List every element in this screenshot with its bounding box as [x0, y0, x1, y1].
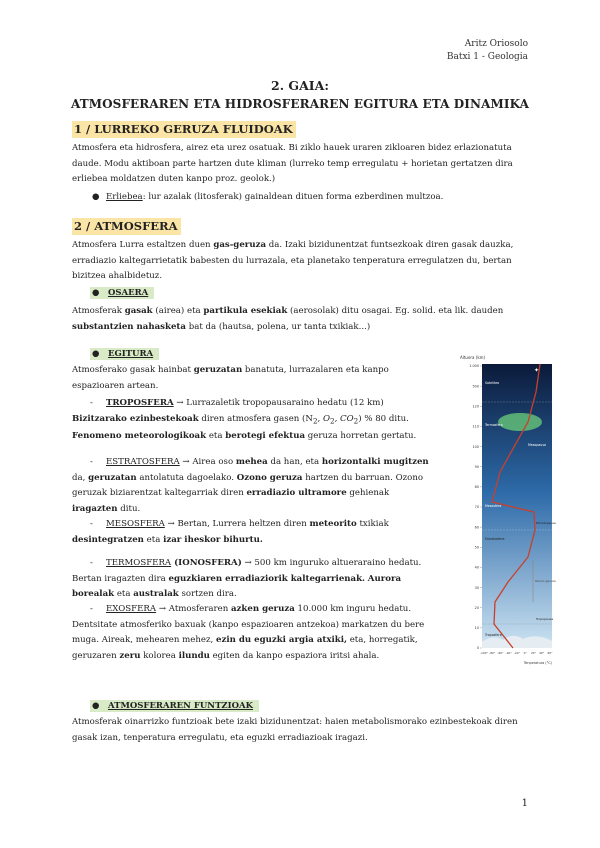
text-run: Atmosferako gasak hainbat [72, 365, 194, 375]
y-axis-title: Altuera (km) [460, 355, 486, 360]
y-tick-label: 60 [474, 525, 479, 530]
text-run-bold: (IONOSFERA) [171, 558, 242, 568]
erliebea-definition: : lur azalak (litosferak) gainaldean dituen forma ezberdinen multzoa. [142, 192, 444, 202]
x-tick-label: -40° [505, 651, 512, 655]
text-run: sortzen dira. [178, 589, 237, 599]
funtzioak-subheading [90, 700, 259, 712]
label-tropopausa: Tropopausa [536, 617, 554, 621]
bullet-dot: ● [92, 349, 100, 359]
text-run-bold: geruzatan [88, 472, 137, 483]
x-tick-label: 60° [547, 651, 553, 655]
main-title: ATMOSFERAREN ETA HIDROSFERAREN EGITURA ETA DINAMIKA [70, 97, 530, 111]
text-run: → Bertan, Lurrera heltzen diren [164, 519, 310, 529]
text-run: eta [143, 534, 164, 545]
label-estratopausa: Estratopausa [536, 521, 556, 525]
atmosphere-layers-figure [458, 352, 558, 670]
text-run-bold: Bizitzarako ezinbestekoak [72, 413, 199, 424]
text-run: , O [317, 413, 331, 424]
chapter-title: 2. GAIA: [271, 78, 329, 93]
dash: - [90, 558, 93, 568]
mesosfera-name: MESOSFERA [106, 519, 165, 529]
text-run: eta [114, 589, 134, 599]
page-number: 1 [521, 798, 528, 809]
clouds-graphic [482, 636, 552, 648]
text-run-bold: substantzien nahasketa [72, 321, 186, 332]
y-tick-label: 100 [472, 444, 479, 449]
text-run: egiten da kanpo espaziora iritsi ahala. [209, 650, 380, 661]
label-mesopausa: Mesopausa [528, 443, 546, 447]
header-author: Aritz Oriosolo [464, 39, 528, 49]
text-run-bold: Ozono geruza [236, 472, 303, 483]
text-run: eta, horregatik, geruzaren [72, 635, 418, 661]
x-tick-label: -60° [497, 651, 504, 655]
text-run: → Atmosferaren [156, 604, 231, 614]
text-run: bat da (hautsa, polena, ur tanta txikiak...) [185, 321, 371, 332]
text-run-bold: berotegi efektua [225, 430, 306, 441]
text-run: (aerosolak) ditu osagai. Eg. solid. eta lik. dauden [287, 306, 504, 316]
section2-paragraph [72, 238, 528, 285]
x-tick-label: 20° [531, 651, 536, 655]
text-run: da, [72, 472, 89, 483]
termosfera-name: TERMOSFERA [106, 558, 172, 568]
text-run: 10.000 km inguru hedatu. Dentsitate atmosferiko baxuak (kanpo espazioaren antzekoa) markatzen du bere muga. Aireak, mehearen mehez, [72, 604, 425, 645]
y-tick-label: 50 [474, 545, 479, 550]
text-run-bold: eguzkiaren erradiaziorik kaltegarrienak. [168, 573, 366, 584]
x-axis-title: Tenperatura (°C) [523, 661, 552, 665]
dash: - [90, 457, 93, 467]
subscript: 2 [312, 416, 318, 426]
y-tick-label: 20 [474, 605, 479, 610]
x-tick-label: -80° [489, 651, 496, 655]
y-tick-label: 110 [472, 424, 479, 429]
label-troposfera: Troposfera [485, 633, 502, 637]
y-tick-label: 80 [474, 485, 479, 490]
y-tick-label: 500 [472, 384, 479, 389]
funtzioak-label: ATMOSFERAREN FUNTZIOAK [108, 701, 253, 711]
text-run-bold: izar iheskor bihurtu. [163, 534, 263, 545]
troposfera-block [72, 396, 432, 444]
text-run: txikiak [356, 519, 389, 529]
text-run-bold: mehea [235, 457, 268, 467]
troposfera-name: TROPOSFERA [106, 398, 174, 408]
text-run-bold: Fenomeno meteorologikoak [72, 430, 207, 441]
bullet-dot: ● [92, 288, 100, 298]
text-run: ditu. [117, 503, 141, 514]
label-termosfera: Termosfera [485, 423, 503, 427]
text-run: → Lurrazaletik tropopausaraino hedatu (12 km) [173, 398, 384, 408]
x-tick-label: 40° [539, 651, 545, 655]
text-run: eta [206, 430, 226, 441]
estratosfera-block [72, 455, 432, 517]
x-axis-ticks [480, 651, 553, 655]
text-run-bold: meteorito [309, 519, 357, 529]
osaera-paragraph [72, 304, 528, 335]
text-run-bold: partikula esekiak [203, 306, 288, 316]
osaera-subheading [90, 287, 154, 299]
text-run: Atmosferak [72, 306, 125, 316]
satellite-icon: ✦ [534, 367, 540, 374]
text-run: (airea) eta [152, 306, 204, 316]
text-run-bold: ezin du eguzki argia atxiki, [216, 635, 347, 645]
x-tick-label: -20° [514, 651, 520, 655]
text-run-bold: Aurora borealak [72, 573, 402, 599]
y-axis-ticks [469, 364, 482, 650]
dash: - [90, 519, 93, 529]
text-run-bold: zeru [119, 650, 141, 661]
text-run-bold: desintegratzen [72, 534, 144, 545]
erliebea-term: Erliebea [106, 192, 143, 202]
text-run: da han, eta [267, 457, 322, 467]
section1-heading: 1 / LURREKO GERUZA FLUIDOAK [72, 121, 296, 138]
text-run-bold: ilundu [178, 650, 210, 661]
y-tick-label: 1.000 [469, 364, 479, 369]
erliebea-bullet [92, 190, 443, 204]
bullet-dot: ● [92, 192, 100, 202]
bullet-dot: ● [92, 701, 100, 711]
text-run-bold: geruzatan [193, 365, 243, 375]
text-run: gehienak [346, 488, 390, 498]
section1-paragraph: Atmosfera eta hidrosfera, airez eta urez osatuak. Bi ziklo hauek uraren zikloaren bidez erlazionatuta daude. Modu aktiboan parte hartzen dute kliman (lurreko temp erregulatu + horietan gertatzen dira erliebea moldatzen duten kanpo proz. geolok.) [72, 143, 513, 184]
label-mesosfera: Mesosfera [485, 504, 502, 508]
label-satelitea: Satelitea [485, 381, 500, 385]
text-run-bold: gasak [124, 306, 153, 316]
x-tick-label: 0° [523, 651, 527, 655]
header-block [447, 38, 528, 64]
header-course: Batxi 1 - Geologia [446, 52, 528, 62]
section2-heading: 2 / ATMOSFERA [72, 218, 181, 235]
egitura-label: EGITURA [108, 349, 154, 359]
text-run: banatuta, lurrazalaren eta kanpo espazioaren artean. [72, 365, 389, 391]
funtzioak-paragraph: Atmosferak oinarrizko funtzioak bete izaki bizidunentzat: haien metabolismorako ezinbestekoak diren gasak izan, tenperatura erregulatu, eta eguzki erradiazioak iragazi. [72, 717, 518, 743]
subscript: 2 [330, 416, 335, 426]
text-run-bold: australak [133, 589, 179, 599]
text-run: antolatuta dagoelako. [136, 472, 237, 483]
text-run: hartzen du barruan. Ozono geruzak biziarentzat kaltegarriak diren [72, 472, 424, 498]
text-run: → Airea oso [179, 457, 236, 467]
text-run: , CO [334, 413, 354, 424]
y-tick-label: 30 [474, 585, 479, 590]
text-run-bold: azken geruza [230, 604, 295, 614]
x-tick-label: -100° [480, 651, 488, 655]
text-run: diren atmosfera gasen (N [198, 413, 313, 424]
egitura-intro [72, 363, 432, 394]
exosfera-name: EXOSFERA [106, 604, 157, 614]
egitura-subheading [90, 348, 159, 360]
text-run: ) % 80 ditu. [358, 413, 409, 424]
text-run: kolorea [140, 650, 179, 661]
y-tick-label: 40 [474, 565, 479, 570]
mesosfera-block [72, 517, 432, 548]
text-run-bold: iragazten [72, 503, 118, 514]
y-tick-label: 120 [472, 404, 479, 409]
text-run: Atmosfera Lurra estaltzen duen [72, 240, 214, 250]
dash: - [90, 604, 93, 614]
estratosfera-name: ESTRATOSFERA [106, 457, 180, 467]
y-tick-label: 90 [474, 464, 479, 469]
text-run-bold: gas-geruza [213, 240, 267, 250]
y-tick-label: 0 [476, 646, 479, 651]
exosfera-block [72, 602, 432, 664]
text-run: → 500 km inguruko altueraraino hedatu. Bertan iragazten dira [72, 558, 422, 584]
y-tick-label: 70 [474, 505, 479, 510]
label-estratosfera: Estratosfera [485, 537, 505, 541]
text-run: geruza horretan gertatu. [305, 430, 417, 441]
text-run-bold: horizontalki mugitzen [321, 457, 429, 467]
y-tick-label: 10 [474, 626, 479, 631]
subscript: 2 [353, 416, 359, 426]
aurora-glow [498, 413, 542, 431]
osaera-label: OSAERA [108, 288, 149, 298]
termosfera-block [72, 556, 432, 603]
dash: - [90, 398, 93, 408]
label-ozono-geruza: Ozono geruza [535, 579, 556, 583]
text-run-bold: erradiazio ultramore [246, 488, 347, 498]
text-run: da. Izaki bizidunentzat funtsezkoak diren gasak dauzka, erradiazio kaltegarrietatik babesten du lurrazala, eta planetako tenperatura erregulatzen du, bertan bizitzea ahalbidetuz. [72, 240, 514, 281]
